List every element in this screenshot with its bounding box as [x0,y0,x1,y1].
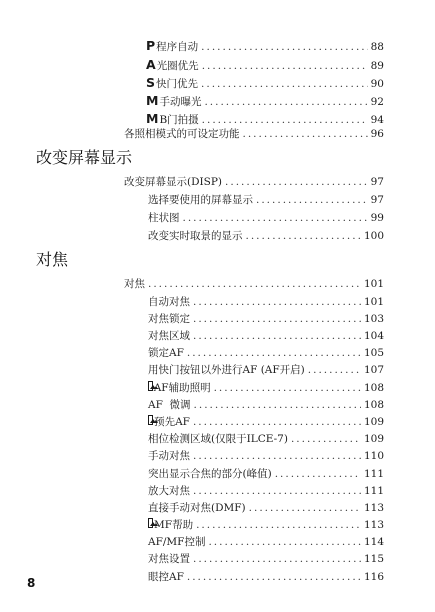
leader-dots [249,500,361,516]
toc-entry-mode-functions [124,126,384,142]
toc-entry-label: 程序自动 [156,41,199,53]
toc-entry-af-illuminator [148,380,384,396]
page-number: 8 [27,576,36,590]
toc-entry-focus [124,276,384,292]
leader-dots [225,174,368,190]
leader-dots [208,534,361,550]
leader-dots [246,228,361,244]
toc-entry-page: 114 [363,536,384,548]
leader-dots [193,328,361,344]
toc-entry-manual-exposure [146,93,384,109]
toc-entry-page: 97 [370,194,384,206]
mode-p-mark: P [146,38,156,53]
section-heading-focus: 对焦 [36,250,69,269]
leader-dots [194,397,361,413]
toc-entry-label: MF帮助 [154,519,194,531]
toc-entry-label: 眼控AF [148,571,184,583]
menu-icon [148,518,153,528]
mode-m-mark: M [146,93,159,108]
toc-entry-phase-detect-area [148,431,384,447]
toc-entry-page: 101 [363,296,384,308]
toc-entry-label: 柱状图 [148,212,180,224]
leader-dots [193,448,361,464]
toc-entry-label: 锁定AF [148,347,184,359]
toc-entry-label: 光圈优先 [156,60,199,72]
toc-entry-peaking [148,466,384,482]
toc-entry-label: 对焦设置 [148,553,190,565]
leader-dots [291,431,361,447]
toc-entry-page: 94 [370,114,384,126]
toc-entry-page: 108 [363,399,384,411]
leader-dots [201,39,367,55]
toc-entry-label: 对焦 [124,278,145,290]
toc-entry-page: 96 [370,128,384,140]
toc-entry-label: 各照相模式的可设定功能 [124,128,240,140]
toc-entry-label: 选择要使用的屏幕显示 [148,194,253,206]
toc-entry-page: 90 [370,78,384,90]
toc-entry-page: 97 [370,176,384,188]
toc-entry-af-mf-control [148,534,384,550]
mode-m-mark: M [146,111,159,126]
leader-dots [193,483,361,499]
toc-entry-label: B门拍摄 [159,114,199,126]
leader-dots [193,311,361,327]
toc-entry-bulb [146,111,384,127]
leader-dots [275,466,361,482]
toc-entry-histogram [148,210,384,226]
toc-entry-pre-af [148,414,384,430]
toc-entry-page: 111 [363,468,384,480]
toc-entry-label: AF辅助照明 [153,382,211,394]
toc-entry-page: 109 [363,416,384,428]
toc-entry-focus-settings [148,551,384,567]
toc-entry-label: 对焦区域 [148,330,190,342]
leader-dots [148,276,361,292]
toc-entry-label: 突出显示合焦的部分(峰值) [148,468,272,480]
toc-entry-disp [124,174,384,190]
toc-entry-af-micro-adj [148,397,384,413]
toc-entry-label: AF 微调 [148,399,191,411]
toc-entry-page: 110 [363,450,384,462]
toc-entry-page: 115 [363,553,384,565]
toc-entry-lock-af [148,345,384,361]
toc-entry-page: 103 [363,313,384,325]
toc-entry-label: 对焦锁定 [148,313,190,325]
toc-entry-eye-af [148,569,384,585]
toc-entry-live-view [148,228,384,244]
toc-entry-select-display [148,192,384,208]
toc-entry-label: 直接手动对焦(DMF) [148,502,246,514]
leader-dots [187,569,361,585]
toc-entry-label: 预先AF [154,416,190,428]
toc-entry-page: 107 [363,364,384,376]
toc-entry-label: AF/MF控制 [148,536,206,548]
toc-entry-label: 手动曝光 [159,96,202,108]
section-heading-display: 改变屏幕显示 [36,148,133,167]
toc-entry-page: 111 [363,485,384,497]
toc-entry-label: 快门优先 [156,78,199,90]
toc-entry-label: 放大对焦 [148,485,190,497]
leader-dots [201,76,368,92]
toc-entry-page: 88 [370,41,384,53]
toc-entry-page: 99 [370,212,384,224]
toc-entry-label: 手动对焦 [148,450,190,462]
toc-entry-shutter-priority [146,75,384,91]
toc-entry-magnify-focus [148,483,384,499]
toc-entry-af-on [148,362,384,378]
toc-entry-program-auto [146,38,384,54]
toc-entry-page: 104 [363,330,384,342]
leader-dots [204,94,367,110]
toc-entry-mf-assist [148,517,384,533]
toc-entry-page: 92 [370,96,384,108]
leader-dots [183,210,368,226]
toc-entry-page: 113 [363,502,384,514]
toc-entry-dmf [148,500,384,516]
toc-entry-page: 116 [363,571,384,583]
toc-entry-label: 用快门按钮以外进行AF (AF开启) [148,364,305,376]
leader-dots [193,294,361,310]
mode-s-mark: S [146,75,156,90]
toc-entry-focus-area [148,328,384,344]
leader-dots [193,551,361,567]
toc-entry-label: 相位检测区域(仅限于ILCE-7) [148,433,288,445]
mode-a-mark: A [146,57,156,72]
leader-dots [243,126,368,142]
toc-entry-page: 89 [370,60,384,72]
leader-dots [196,517,361,533]
leader-dots [214,380,361,396]
toc-entry-label: 改变屏幕显示(DISP) [124,176,223,188]
leader-dots [202,58,368,74]
leader-dots [187,345,361,361]
toc-entry-label: 自动对焦 [148,296,190,308]
toc-entry-autofocus [148,294,384,310]
toc-entry-page: 100 [363,230,384,242]
toc-entry-page: 105 [363,347,384,359]
toc-entry-aperture-priority [146,57,384,73]
toc-entry-focus-lock [148,311,384,327]
leader-dots [193,414,361,430]
toc-entry-page: 101 [363,278,384,290]
menu-icon [148,381,153,391]
toc-entry-page: 113 [363,519,384,531]
toc-entry-page: 109 [363,433,384,445]
toc-entry-page: 108 [363,382,384,394]
toc-entry-label: 改变实时取景的显示 [148,230,243,242]
menu-icon [148,415,153,425]
leader-dots [256,192,368,208]
leader-dots [308,362,361,378]
toc-entry-manual-focus [148,448,384,464]
